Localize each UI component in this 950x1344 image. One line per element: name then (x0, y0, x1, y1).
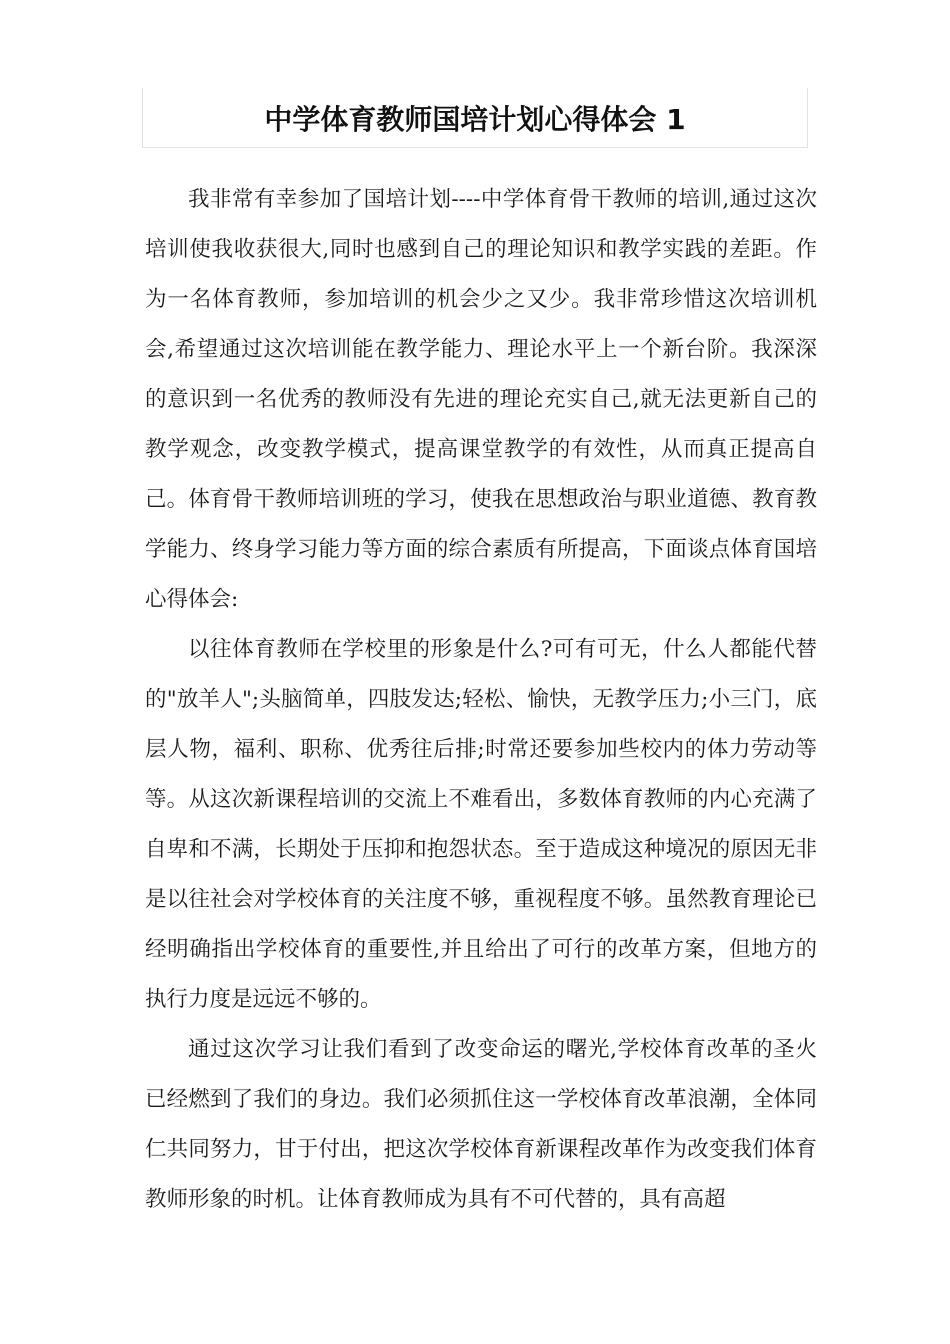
paragraph-2: 以往体育教师在学校里的形象是什么?可有可无，什么人都能代替的"放羊人";头脑简单，四肢发达;轻松、愉快，无教学压力;小三门，底层人物，福利、职称、优秀往后排;时常还要参加些校内的体力劳动等等。从这次新课程培训的交流上不难看出，多数体育教师的内心充满了自卑和不满，长期处于压抑和抱怨状态。至于造成这种境况的原因无非是以往社会对学校体育的关注度不够，重视程度不够。虽然教育理论已经明确指出学校体育的重要性,并且给出了可行的改革方案，但地方的执行力度是远远不够的。 (145, 637, 817, 1012)
paragraph-1: 我非常有幸参加了国培计划----中学体育骨干教师的培训,通过这次培训使我收获很大,同时也感到自己的理论知识和教学实践的差距。作为一名体育教师，参加培训的机会少之又少。我非常珍惜这次培训机会,希望通过这次培训能在教学能力、理论水平上一个新台阶。我深深的意识到一名优秀的教师没有先进的理论充实自己,就无法更新自己的教学观念，改变教学模式，提高课堂教学的有效性，从而真正提高自己。体育骨干教师培训班的学习，使我在思想政治与职业道德、教育教学能力、终身学习能力等方面的综合素质有所提高，下面谈点体育国培心得体会: (145, 187, 817, 612)
paragraph-3: 通过这次学习让我们看到了改变命运的曙光,学校体育改革的圣火已经燃到了我们的身边。我们必须抓住这一学校体育改革浪潮，全体同仁共同努力，甘于付出，把这次学校体育新课程改革作为改变我们体育教师形象的时机。让体育教师成为具有不可代替的，具有高超 (145, 1037, 817, 1212)
title-box (142, 88, 808, 148)
document-body (145, 175, 817, 1225)
document-title: 中学体育教师国培计划心得体会 1 (264, 103, 686, 136)
